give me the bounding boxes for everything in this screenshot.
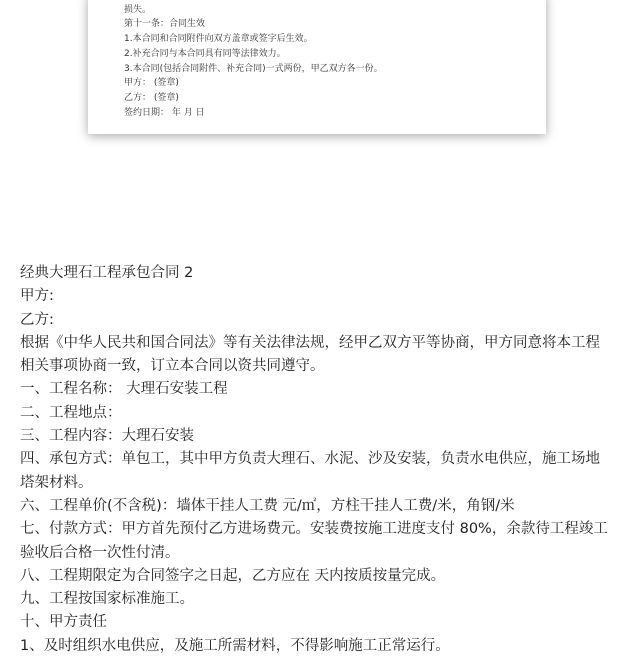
text-line: 七、付款方式：甲方首先预付乙方进场费元。安装费按施工进度支付 80%，余款待工程竣工 bbox=[20, 521, 608, 538]
text-line: 甲方: bbox=[20, 288, 54, 305]
text-line: 塔架材料。 bbox=[20, 474, 93, 491]
card-line: 3.本合同(包括合同附件、补充合同)一式两份，甲乙双方各一份。 bbox=[124, 63, 383, 74]
card-line: 2.补充合同与本合同具有同等法律效力。 bbox=[124, 48, 286, 59]
card-line: 甲方： (签章) bbox=[124, 78, 179, 89]
text-line: 验收后合格一次性付清。 bbox=[20, 544, 180, 561]
text-line: 一、工程名称： 大理石安装工程 bbox=[20, 381, 228, 398]
text-line: 相关事项协商一致，订立本合同以资共同遵守。 bbox=[20, 358, 325, 375]
text-line: 四、承包方式：单包工，其中甲方负责大理石、水泥、沙及安装，负责水电供应，施工场地 bbox=[20, 451, 600, 468]
card-line: 签约日期： 年 月 日 bbox=[124, 107, 205, 118]
card-line: 乙方： (签章) bbox=[124, 92, 179, 103]
text-line: 乙方: bbox=[20, 311, 54, 328]
document-title: 经典大理石工程承包合同 2 bbox=[20, 265, 194, 281]
text-line: 二、工程地点： bbox=[20, 404, 122, 421]
text-line: 八、工程期限定为合同签字之日起，乙方应在 天内按质按量完成。 bbox=[20, 567, 446, 584]
text-line: 根据《中华人民共和国合同法》等有关法律法规，经甲乙双方平等协商，甲方同意将本工程 bbox=[20, 334, 600, 351]
text-line: 九、工程按国家标准施工。 bbox=[20, 591, 194, 608]
contract-text bbox=[20, 262, 625, 658]
document-preview-card bbox=[88, 0, 546, 134]
text-line: 三、工程内容：大理石安装 bbox=[20, 428, 194, 445]
text-line: 1、及时组织水电供应，及施工所需材料，不得影响施工正常运行。 bbox=[20, 637, 450, 654]
card-line: 损失。 bbox=[124, 4, 152, 15]
card-line: 第十一条：合同生效 bbox=[124, 19, 206, 30]
card-line: 1.本合同和合同附件向双方盖章或签字后生效。 bbox=[124, 34, 313, 45]
text-line: 十、甲方责任 bbox=[20, 614, 107, 631]
text-line: 六、工程单价(不含税)：墙体干挂人工费 元/㎡，方柱干挂人工费/米，角钢/米 bbox=[20, 497, 515, 514]
